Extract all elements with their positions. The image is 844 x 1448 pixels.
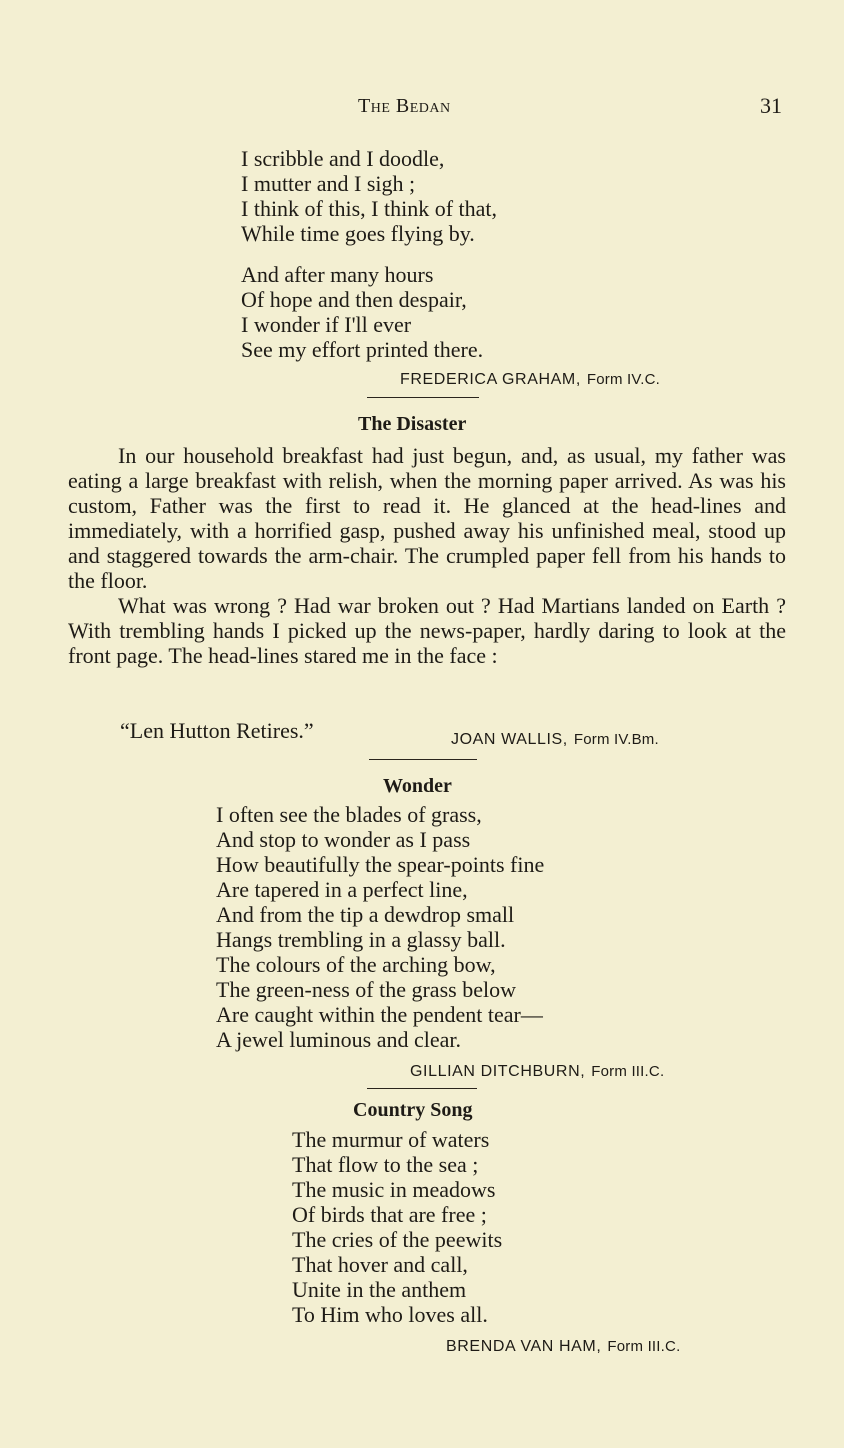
author-form: Form IV.C. xyxy=(586,371,661,388)
poem-line: Of birds that are free ; xyxy=(292,1202,487,1227)
poem-line: The colours of the arching bow, xyxy=(216,952,496,977)
poem-line: I often see the blades of grass, xyxy=(216,802,482,827)
poem-line: To Him who loves all. xyxy=(292,1302,488,1327)
poem-line: The green-ness of the grass below xyxy=(216,977,516,1002)
poem-line: And from the tip a dewdrop small xyxy=(216,902,515,927)
author-name: JOAN WALLIS, xyxy=(451,731,568,748)
author-form: Form IV.Bm. xyxy=(573,731,659,748)
headline-quote: “Len Hutton Retires.” xyxy=(120,718,314,743)
poem-line: A jewel luminous and clear. xyxy=(216,1027,461,1052)
poem-line: I wonder if I'll ever xyxy=(241,312,412,337)
section-divider xyxy=(367,1088,477,1089)
poem-line: I think of this, I think of that, xyxy=(241,196,498,221)
section-divider xyxy=(369,759,477,760)
poem-line: While time goes flying by. xyxy=(241,221,475,246)
author-name: FREDERICA GRAHAM, xyxy=(400,371,581,388)
author-name: GILLIAN DITCHBURN, xyxy=(410,1063,586,1080)
section-divider xyxy=(367,397,479,398)
author-form: Form III.C. xyxy=(607,1338,681,1355)
author-byline xyxy=(410,1063,664,1081)
poem-line: That hover and call, xyxy=(292,1252,468,1277)
story-paragraph: What was wrong ? Had war broken out ? Had Martians landed on Earth ? With trembling hands I picked up the news-paper, hardly daring to look at the front page. The head-lines stared me in the face : xyxy=(68,593,786,668)
poem-line: Unite in the anthem xyxy=(292,1277,467,1302)
poem-line: I mutter and I sigh ; xyxy=(241,171,416,196)
poem-line: The cries of the peewits xyxy=(292,1227,503,1252)
page-number: 31 xyxy=(760,93,782,118)
poem-stanza-2 xyxy=(241,262,483,362)
poem-line: How beautifully the spear-points fine xyxy=(216,852,545,877)
section-title: The Disaster xyxy=(358,413,467,435)
poem-stanza-1 xyxy=(241,146,497,246)
author-form: Form III.C. xyxy=(591,1063,665,1080)
running-title: The Bedan xyxy=(358,95,451,117)
poem-line: That flow to the sea ; xyxy=(292,1152,479,1177)
poem-line: Hangs trembling in a glassy ball. xyxy=(216,927,506,952)
poem-line: And after many hours xyxy=(241,262,434,287)
poem-line: The murmur of waters xyxy=(292,1127,490,1152)
story-body xyxy=(68,443,786,668)
poem-body xyxy=(292,1127,502,1327)
poem-line: And stop to wonder as I pass xyxy=(216,827,471,852)
poem-line: I scribble and I doodle, xyxy=(241,146,445,171)
author-name: BRENDA VAN HAM, xyxy=(446,1338,602,1355)
poem-line: Are tapered in a perfect line, xyxy=(216,877,468,902)
section-title: Wonder xyxy=(383,775,452,797)
poem-line: The music in meadows xyxy=(292,1177,496,1202)
poem-line: Of hope and then despair, xyxy=(241,287,467,312)
author-byline xyxy=(446,1338,680,1356)
author-byline xyxy=(400,371,660,389)
poem-line: Are caught within the pendent tear— xyxy=(216,1002,543,1027)
section-title: Country Song xyxy=(353,1099,473,1121)
author-byline xyxy=(451,731,659,749)
running-head xyxy=(0,95,844,123)
poem-body xyxy=(216,802,544,1052)
poem-line: See my effort printed there. xyxy=(241,337,484,362)
story-paragraph: In our household breakfast had just begun, and, as usual, my father was eating a large breakfast with relish, when the morning paper arrived. As was his custom, Father was the first to read it. He glanced at the head-lines and immediately, with a horrified gasp, pushed away his unfinished meal, stood up and staggered towards the arm-chair. The crumpled paper fell from his hands to the floor. xyxy=(68,443,786,593)
